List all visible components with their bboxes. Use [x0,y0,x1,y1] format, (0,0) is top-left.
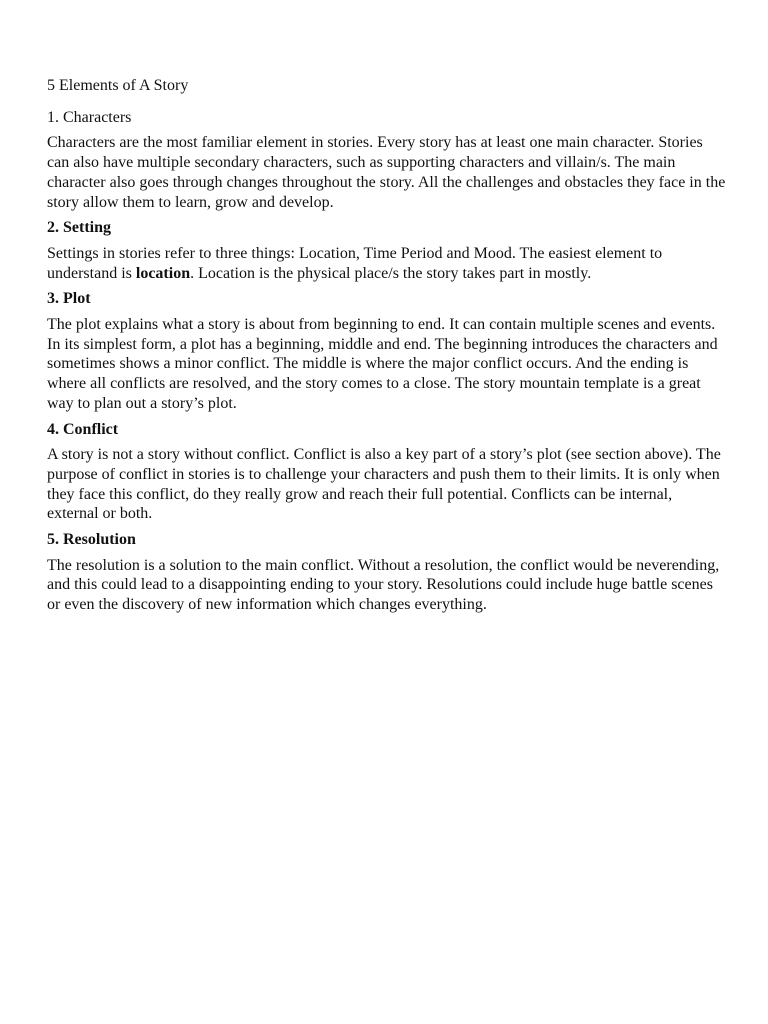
setting-text-after: . Location is the physical place/s the story takes part in mostly. [190,264,592,282]
section-plot [47,289,727,413]
document-title: 5 Elements of A Story [47,77,189,94]
section-body-resolution: The resolution is a solution to the main conflict. Without a resolution, the conflict would be neverending, and this could lead to a disappointing ending to your story. Resolutions could include huge battle scenes or even the discovery of new information which changes everything. [47,556,720,614]
section-heading-conflict: 4. Conflict [47,420,119,438]
section-heading-plot: 3. Plot [47,290,91,308]
section-heading-resolution: 5. Resolution [47,531,136,549]
section-heading-setting: 2. Setting [47,219,111,237]
document-page [47,76,727,621]
section-conflict [47,420,727,525]
section-body-plot: The plot explains what a story is about from beginning to end. It can contain multiple scenes and events. In its simplest form, a plot has a beginning, middle and end. The beginning introduces the characters and sometimes shows a minor conflict. The middle is where the major conflict occurs. And the ending is where all conflicts are resolved, and the story comes to a close. The story mountain template is a great way to plan out a story’s plot. [47,316,718,412]
section-heading-characters: 1. Characters [47,108,132,126]
setting-text-before: Settings in stories refer to three things: Location, Time Period and Mood. The easiest element to understand is [47,244,663,282]
section-body-characters: Characters are the most familiar element in stories. Every story has at least one main character. Stories can also have multiple secondary characters, such as supporting characters and villain/s. The main character also goes through changes throughout the story. All the challenges and obstacles they face in the story allow them to learn, grow and develop. [47,134,726,211]
setting-bold-term: location [135,264,191,282]
section-body-conflict: A story is not a story without conflict. Conflict is also a key part of a story’s plot (see section above). The purpose of conflict in stories is to challenge your characters and push them to their limits. It is only when they face this conflict, do they really grow and reach their full potential. Conflicts can be internal, external or both. [47,446,721,523]
section-setting [47,218,727,283]
section-body-setting [47,244,727,283]
section-resolution [47,530,727,615]
section-characters [47,108,727,213]
